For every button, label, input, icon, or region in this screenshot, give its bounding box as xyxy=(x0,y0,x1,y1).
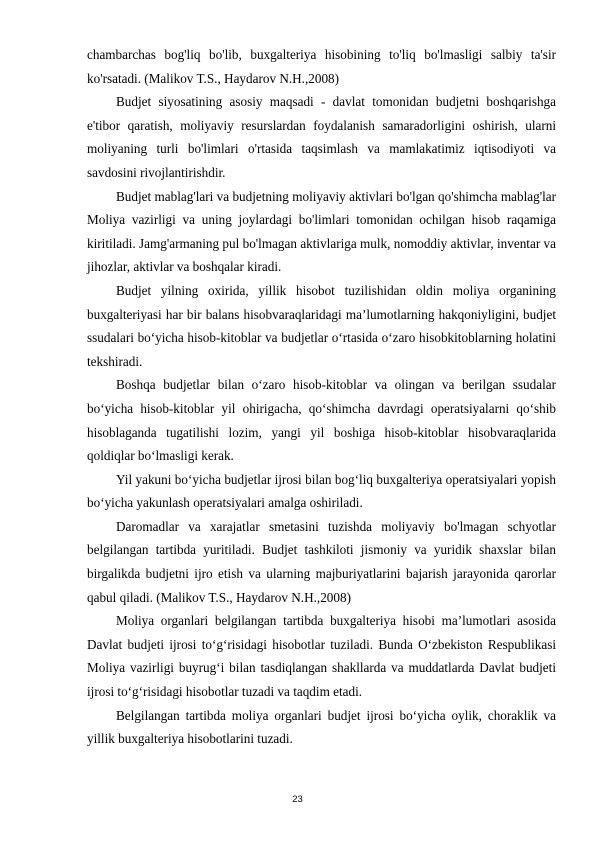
page-number: 23 xyxy=(292,794,303,805)
paragraph-closing-operations: Yil yakuni bo‘yicha budjetlar ijrosi bilan bog‘liq buxgalteriya operatsiyalari yopish bo‘yicha yakunlash operatsiyalari amalga oshiriladi. xyxy=(87,471,556,511)
paragraph-mutual-settlements: Boshqa budjetlar bilan o‘zaro hisob-kitoblar va olingan va berilgan ssudalar bo‘yicha hisob-kitoblar yil ohirigacha, qo‘shimcha davrdagi operatsiyalarni qo‘shib hisoblaganda tugatilishi lozim, yangi yil boshiga hisob-kitoblar hisobvaraqlarida qoldiqlar bo‘lmasligi kerak. xyxy=(87,377,556,464)
paragraph-continuation: chambarchas bog'liq bo'lib, buxgalteriya hisobining to'liq bo'lmasligi salbiy ta'sir ko'rsatadi. (Malikov T.S., Haydarov N.H.,2008) xyxy=(87,47,556,86)
paragraph-finance-reports: Moliya organlari belgilangan tartibda buxgalteriya hisobi ma’lumotlari asosida Davlat budjeti ijrosi to‘g‘risidagi hisobotlar tuziladi. Bunda O‘zbekiston Respublikasi Moliya vazirligi buyrug‘i bilan tasdiqlangan shakllarda va muddatlarda Davlat budjeti ijrosi to‘g‘risidagi hisobotlar tuzadi va taqdim etadi. xyxy=(87,613,556,700)
document-body xyxy=(87,43,556,751)
paragraph-income-expenses: Daromadlar va xarajatlar smetasini tuzishda moliyaviy bo'lmagan schyotlar belgilangan tartibda yuritiladi. Budjet tashkiloti jismoniy va yuridik shaxslar bilan birgalikda budjetni ijro etish va ularning majburiyatlarini bajarish jarayonida qarorlar qabul qiladi. (Malikov T.S., Haydarov N.H.,2008) xyxy=(87,518,556,605)
paragraph-year-end-check: Budjet yilning oxirida, yillik hisobot tuzilishidan oldin moliya organining buxgalteriyasi har bir balans hisobvaraqlaridagi ma’lumotlarning hakqoniyligini, budjet ssudalari bo‘yicha hisob-kitoblar va budjetlar o‘rtasida o‘zaro hisobkitoblarning holatini tekshiradi. xyxy=(87,282,556,369)
paragraph-periodic-reports: Belgilangan tartibda moliya organlari budjet ijrosi bo‘yicha oylik, choraklik va yillik buxgalteriya hisobotlarini tuzadi. xyxy=(87,707,556,747)
paragraph-budget-policy: Budjet siyosatining asosiy maqsadi - davlat tomonidan budjetni boshqarishga e'tibor qaratish, moliyaviy resurslardan foydalanish samaradorligini oshirish, ularni moliyaning turli bo'limlari o'rtasida taqsimlash va mamlakatimiz iqtisodiyoti va savdosini rivojlantirishdir. xyxy=(87,94,556,180)
paragraph-budget-funds: Budjet mablag'lari va budjetning moliyaviy aktivlari bo'lgan qo'shimcha mablag'lar Moliya vazirligi va uning joylardagi bo'limlari tomonidan ochilgan hisob raqamiga kiritiladi. Jamg'armaning pul bo'lmagan aktivlariga mulk, nomoddiy aktivlar, inventar va jihozlar, aktivlar va boshqalar kiradi. xyxy=(87,188,556,275)
